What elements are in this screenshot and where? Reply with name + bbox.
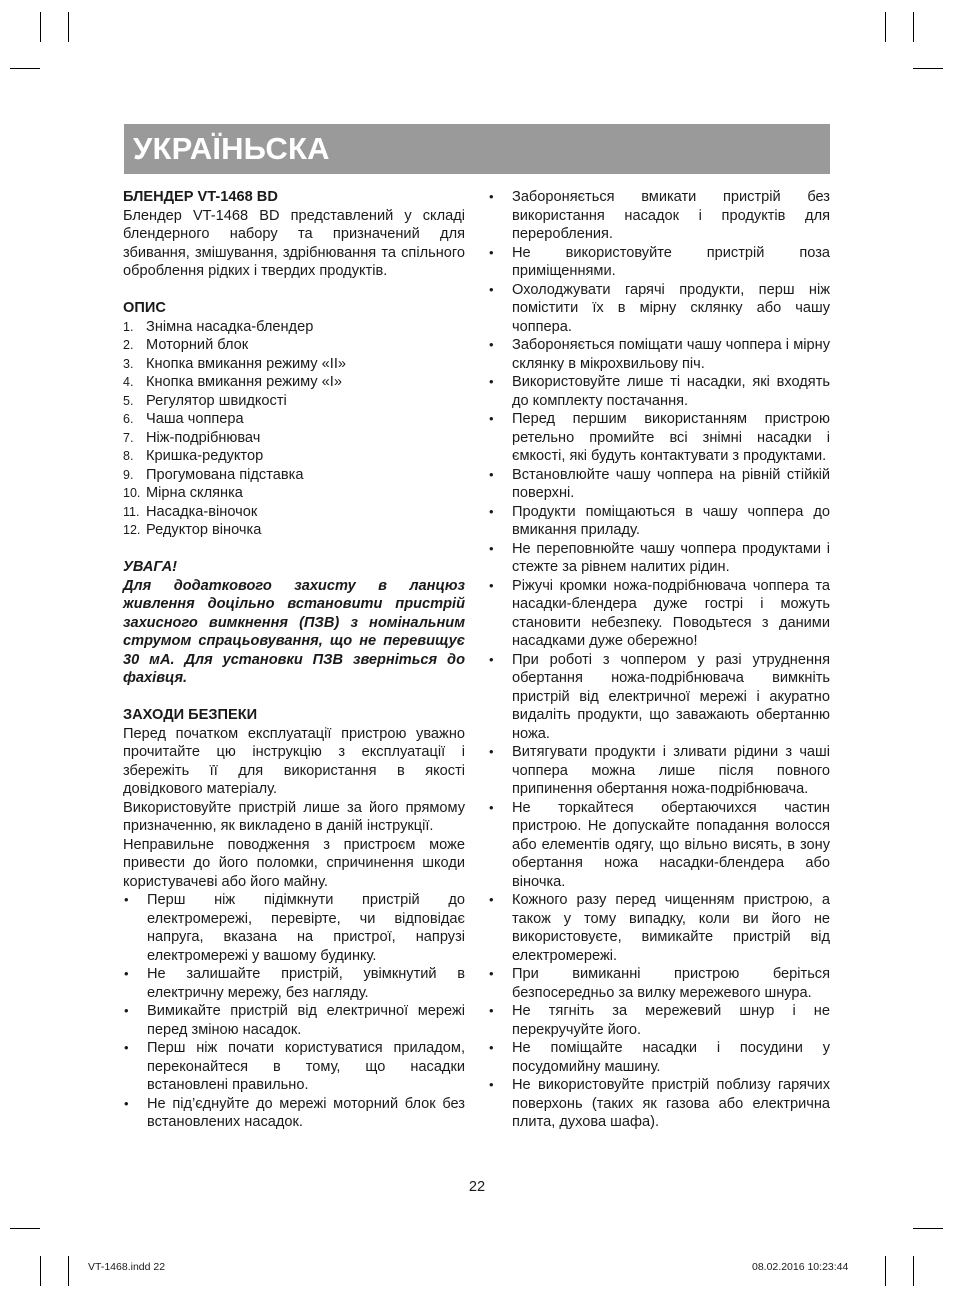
crop-mark [68,12,69,42]
bullet-item: • Не залишайте пристрій, увімкнутий в електричну мережу, без нагляду. [124,966,465,1001]
warning-heading: УВАГА! [123,559,178,575]
bullet-item: • Встановлюйте чашу чоппера на рівній стійкій поверхні. [489,466,830,501]
list-item: 1. Знімна насадка-блендер [123,318,314,335]
right-column [488,188,830,1132]
bullet-item: • Не тягніть за мережевий шнур і не перекручуйте його. [489,1003,830,1038]
crop-mark [885,12,886,42]
safety-heading: ЗАХОДИ БЕЗПЕКИ [123,707,258,723]
list-item: 7. Ніж-подрібнювач [123,429,261,446]
bullet-item: • Перш ніж почати користуватися приладом, переконайтеся в тому, що насадки встановлені правильно. [124,1040,465,1093]
parts-list [123,318,465,540]
safety-paragraph: Використовуйте пристрій лише за його прямому призначенню, як викладено в даній інструкції. [123,799,465,834]
list-item: 4. Кнопка вмикання режиму «I» [123,374,342,390]
product-heading: БЛЕНДЕР VT-1468 BD [123,189,278,205]
list-item: 6. Чаша чоппера [123,411,244,427]
crop-mark [10,68,40,69]
bullet-item: • Не використовуйте пристрій поза приміщеннями. [489,244,830,279]
bullet-item: • Кожного разу перед чищенням пристрою, а також у тому випадку, коли ви його не використовуєте, вимикайте пристрій від електромережі. [489,892,830,964]
safety-bullets-right [488,188,830,1132]
intro-paragraph: Блендер VT-1468 BD представлений у складі блендерного набору та призначений для збивання, змішування, здрібнювання та спільного оброблення рідких і твердих продуктів. [123,207,465,279]
crop-mark [68,1256,69,1286]
footer-timestamp: 08.02.2016 10:23:44 [752,1261,849,1273]
bullet-item: • Витягувати продукти і зливати рідини з чаші чоппера можна лише після повного припинення обертання ножа-подрібнювача. [489,744,830,797]
crop-mark [10,1228,40,1229]
bullet-item: • Вимикайте пристрій від електричної мережі перед зміною насадок. [124,1003,465,1038]
language-banner: УКРАЇНЬСКА [124,124,830,174]
list-item: 9. Прогумована підставка [123,466,304,483]
footer-file-info: VT-1468.indd 22 [88,1261,166,1273]
list-item: 8. Кришка-редуктор [123,448,264,464]
safety-paragraph: Неправильне поводження з пристроєм може привести до його поломки, спричинення шкоди користувачеві або його майну. [123,836,465,890]
list-item: 10. Мірна склянка [123,485,243,501]
bullet-item: • Перш ніж підімкнути пристрій до електромережі, перевірте, чи відповідає напруга, вказана на пристрої, напрузі електромережі у вашому будинку. [124,892,465,964]
list-item: 12. Редуктор віночка [123,522,262,538]
bullet-item: • Продукти поміщаються в чашу чоппера до вмикання приладу. [489,503,830,538]
bullet-item: • Забороняється поміщати чашу чоппера і мірну склянку в мікрохвильову піч. [489,337,830,372]
bullet-item: • Використовуйте лише ті насадки, які входять до комплекту постачання. [489,374,830,409]
crop-mark [40,12,41,42]
crop-mark [40,1256,41,1286]
bullet-item: • Не поміщайте насадки і посудини у посудомийну машину. [489,1040,830,1075]
description-heading: ОПИС [123,300,166,316]
safety-paragraph: Перед початком експлуатації пристрою уважно прочитайте цю інструкцію з експлуатації і збережіть її для використання в якості довідкового матеріалу. [123,725,465,797]
crop-mark [913,12,914,42]
bullet-item: • Охолоджувати гарячі продукти, перш ніж помістити їх в мірну склянку або чашу чоппера. [489,281,830,335]
left-column [123,188,465,1132]
bullet-item: • Не торкайтеся обертаючихся частин пристрою. Не допускайте попадання волосся або елементів одягу, що вільно висять, в зону обертання ножа насадки-блендера або віночка. [489,799,830,890]
crop-mark [913,1256,914,1286]
bullet-item: • Не під’єднуйте до мережі моторний блок без встановлених насадок. [124,1095,465,1130]
crop-mark [913,1228,943,1229]
bullet-item: • Ріжучі кромки ножа-подрібнювача чоппера та насадки-блендера дуже гострі і можуть становити небезпеку. Поводьтеся з даними насадками дуже обережно! [489,577,830,649]
list-item: 11. Насадка-віночок [123,503,258,520]
bullet-item: • Не використовуйте пристрій поблизу гарячих поверхонь (таких як газова або електрична плита, духова шафа). [489,1077,830,1130]
page-number: 22 [468,1179,486,1195]
bullet-item: • Не переповнюйте чашу чоппера продуктами і стежте за рівнем налитих рідин. [489,540,830,575]
list-item: 2. Моторний блок [123,337,249,353]
bullet-item: • Перед першим використанням пристрою ретельно промийте всі знімні насадки і ємкості, які будуть контактувати з продуктами. [489,411,830,464]
safety-bullets-left [123,891,465,1132]
warning-text: Для додаткового захисту в ланцюз живлення доцільно встановити пристрій захисного вимкнення (ПЗВ) з номінальним струмом спрацьовування, що не перевищує 30 мА. Для установки ПЗВ зверніться до фахівця. [123,577,465,686]
list-item: 3. Кнопка вмикання режиму «II» [123,355,347,372]
crop-mark [913,68,943,69]
list-item: 5. Регулятор швидкості [123,392,287,409]
bullet-item: • При роботі з чоппером у разі утруднення обертання ножа-подрібнювача вимкніть пристрій від електричної мережі і акуратно видаліть продукти, що заважають обертанню ножа. [489,651,830,742]
bullet-item: • Забороняється вмикати пристрій без використання насадок і продуктів для переробления. [489,189,830,242]
bullet-item: • При вимиканні пристрою беріться безпосередньо за вилку мережевого шнура. [489,966,830,1001]
crop-mark [885,1256,886,1286]
